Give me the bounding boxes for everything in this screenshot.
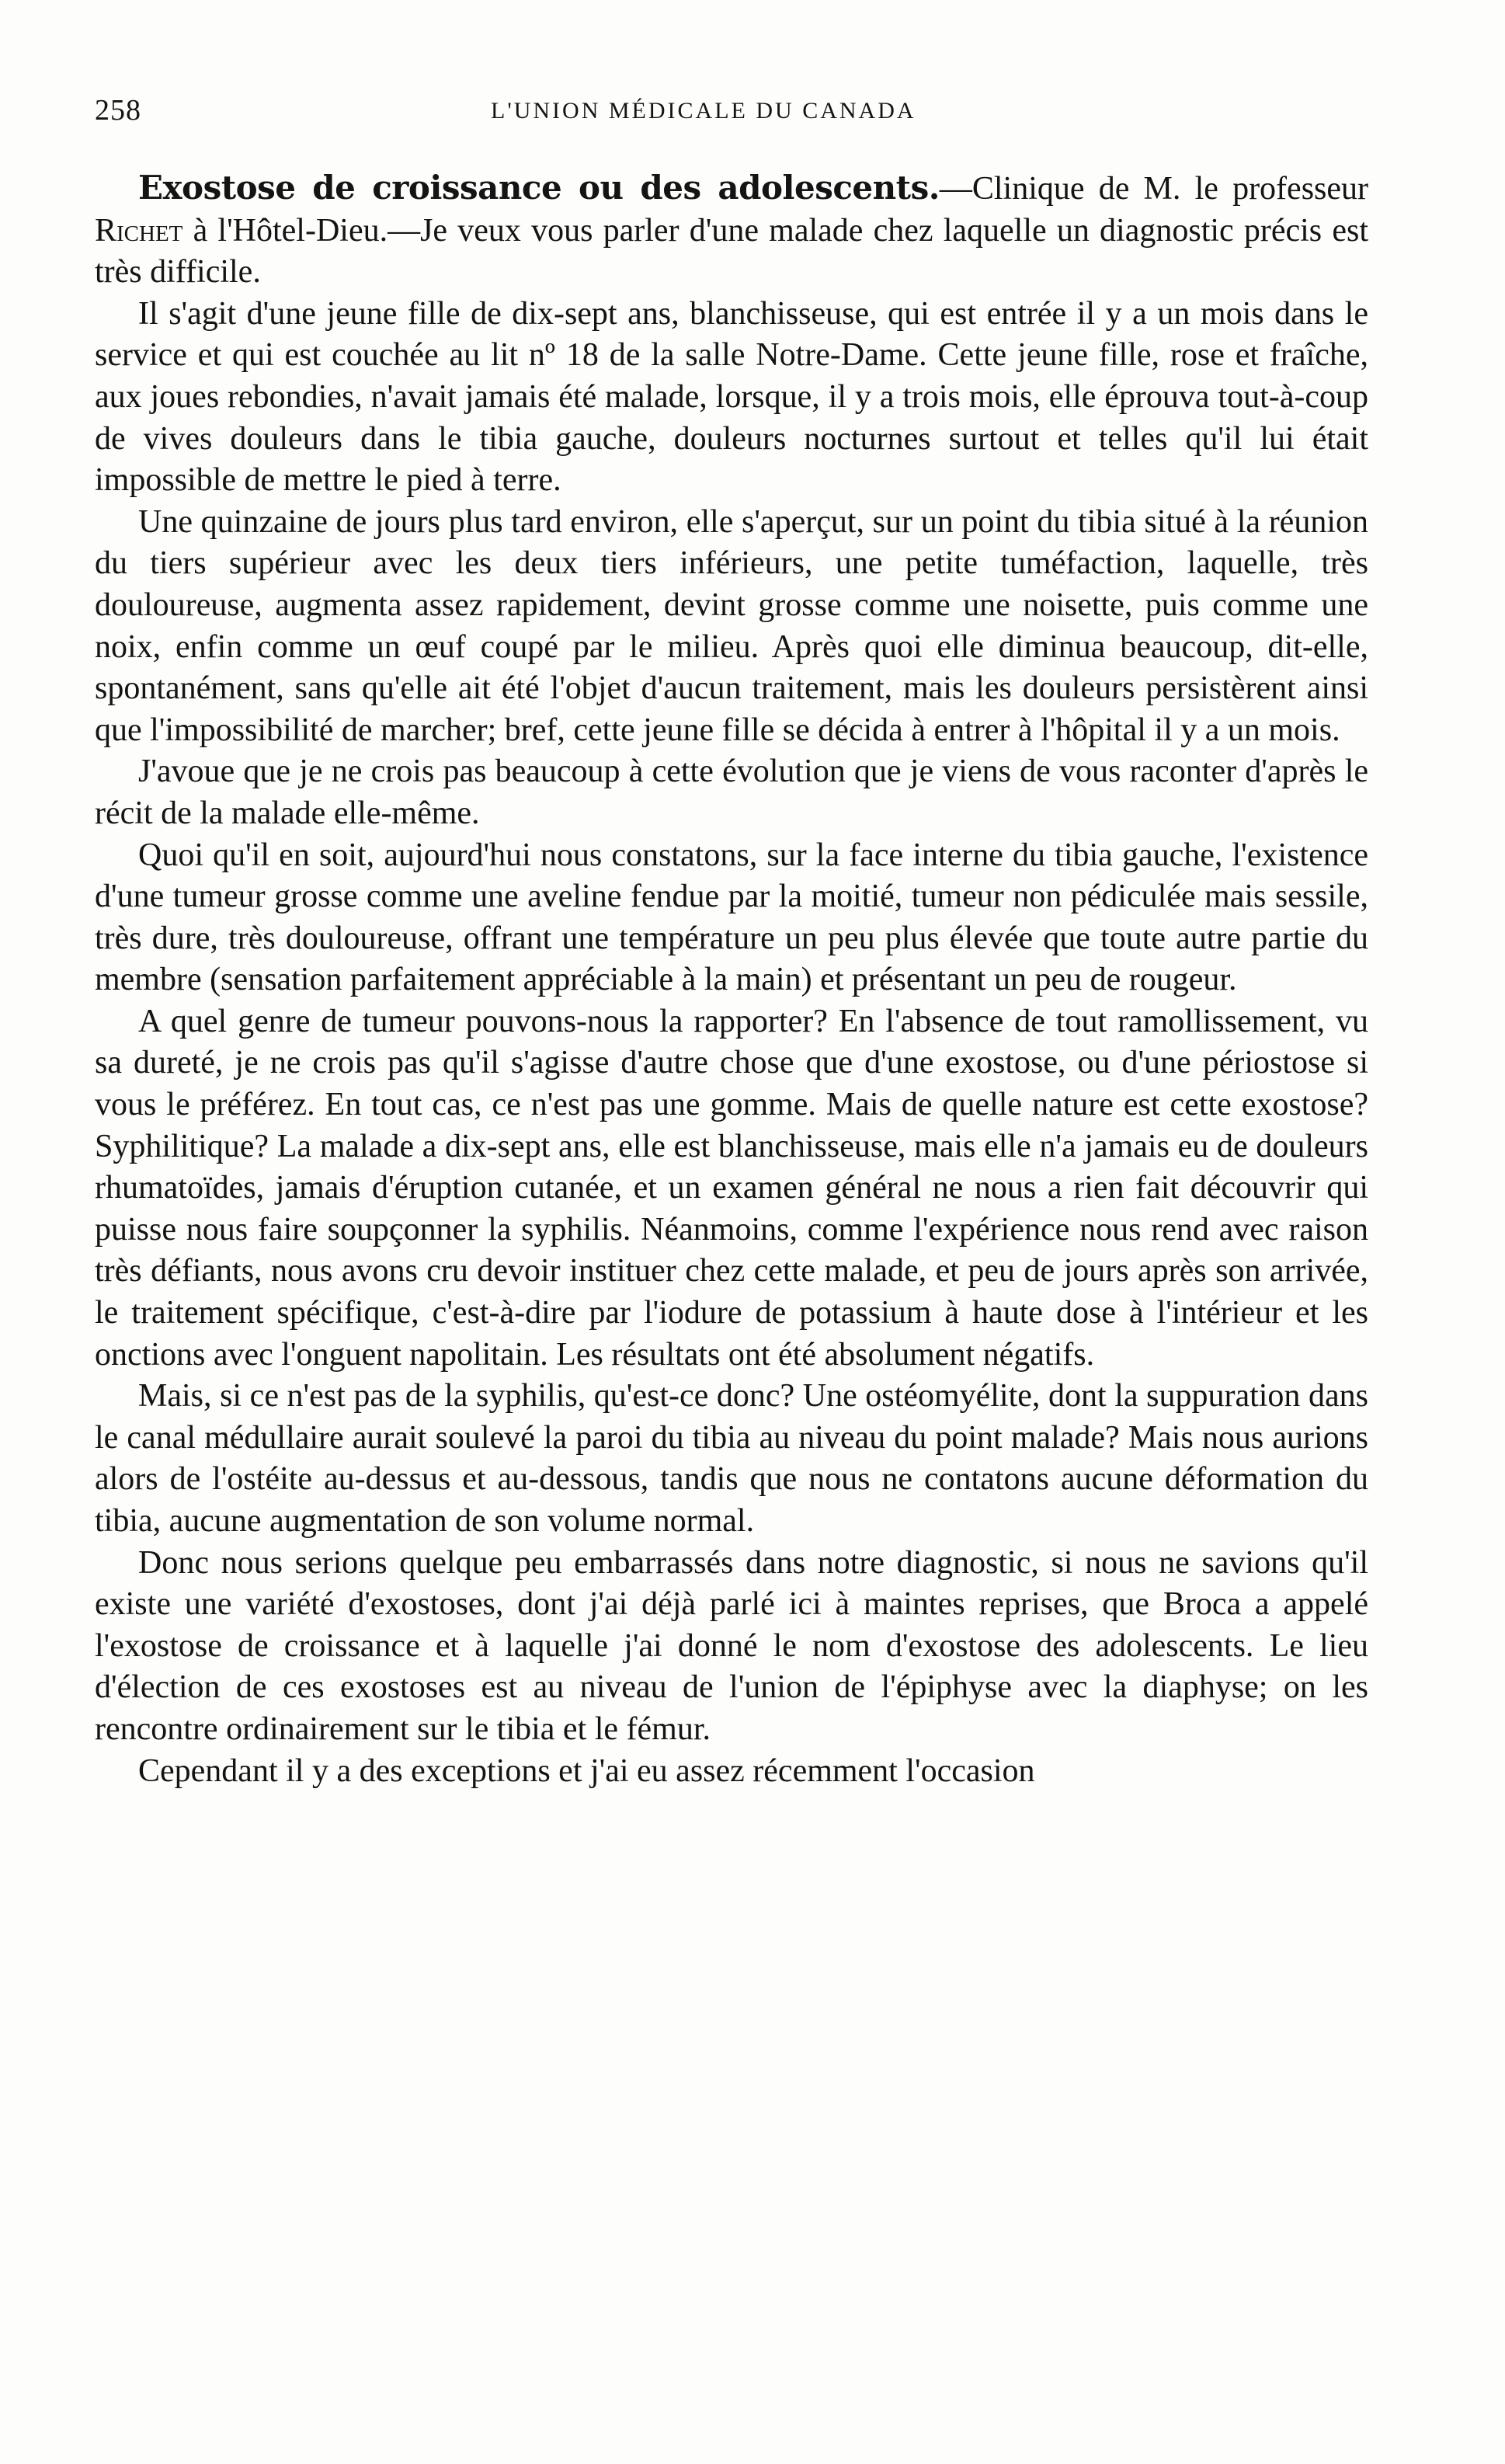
paragraph-5: A quel genre de tumeur pouvons-nous la rapporter? En l'absence de tout ramollissement, vu sa dureté, je ne crois pas qu'il s'agisse d'autre chose que d'une exostose, ou d'une périostose si vous le préférez. En tout cas, ce n'est pas une gomme. Mais de quelle nature est cette exostose? Syphilitique? La malade a dix-sept ans, elle est blanchisseuse, mais elle n'a jamais eu de douleurs rhumatoïdes, jamais d'éruption cutanée, et un examen général ne nous a rien fait découvrir qui puisse nous faire soupçonner la syphilis. Néanmoins, comme l'expérience nous rend avec raison très défiants, nous avons cru devoir instituer chez cette malade, et peu de jours après son arrivée, le traitement spécifique, c'est-à-dire par l'iodure de potassium à haute dose à l'intérieur et les onctions avec l'onguent napolitain. Les résultats ont été absolument négatifs.	[95, 1003, 1368, 1373]
article-title: Exostose de croissance ou des adolescents.	[138, 169, 940, 207]
paragraph-1: Il s'agit d'une jeune fille de dix-sept ans, blanchisseuse, qui est entrée il y a un mois dans le service et qui est couchée au lit nº 18 de la salle Notre-Dame. Cette jeune fille, rose et fraîche, aux joues rebondies, n'avait jamais été malade, lorsque, il y a trois mois, elle éprouva tout-à-coup de vives douleurs dans le tibia gauche, douleurs nocturnes surtout et telles qu'il lui était impossible de mettre le pied à terre.	[95, 295, 1368, 499]
professor-name: Richet	[95, 212, 183, 249]
paragraph-6: Mais, si ce n'est pas de la syphilis, qu'est-ce donc? Une ostéomyélite, dont la suppuration dans le canal médullaire aurait soulevé la paroi du tibia au niveau du point malade? Mais nous aurions alors de l'ostéite au-dessus et au-dessous, tandis que nous ne contatons aucune déformation du tibia, aucune augmentation de son volume normal.	[95, 1378, 1368, 1539]
intro-text-2: à l'Hôtel-Dieu.—Je veux vous parler d'une malade chez laquelle un diagnostic précis est très difficile.	[95, 212, 1368, 291]
paragraph-8: Cependant il y a des exceptions et j'ai eu assez récemment l'occasion	[138, 1752, 1035, 1789]
page-number: 258	[95, 94, 141, 127]
article-body	[95, 167, 1368, 1792]
page-header	[95, 93, 1368, 140]
paragraph-3: J'avoue que je ne crois pas beaucoup à cette évolution que je viens de vous raconter d'après le récit de la malade elle-même.	[95, 753, 1368, 831]
paragraph-2: Une quinzaine de jours plus tard environ, elle s'aperçut, sur un point du tibia situé à la réunion du tiers supérieur avec les deux tiers inférieurs, une petite tuméfaction, laquelle, très douloureuse, augmenta assez rapidement, devint grosse comme une noisette, puis comme une noix, enfin comme un œuf coupé par le milieu. Après quoi elle diminua beaucoup, dit-elle, spontanément, sans qu'elle ait été l'objet d'aucun traitement, mais les douleurs persistèrent ainsi que l'impossibilité de marcher; bref, cette jeune fille se décida à entrer à l'hôpital il y a un mois.	[95, 503, 1368, 748]
paragraph-4: Quoi qu'il en soit, aujourd'hui nous constatons, sur la face interne du tibia gauche, l'existence d'une tumeur grosse comme une aveline fendue par la moitié, tumeur non pédiculée mais sessile, très dure, très douloureuse, offrant une température un peu plus élevée que toute autre partie du membre (sensation parfaitement appréciable à la main) et présentant un peu de rougeur.	[95, 837, 1368, 998]
article-intro-paragraph	[95, 167, 1368, 294]
intro-text-1: —Clinique de M. le professeur	[939, 171, 1369, 207]
running-title: L'UNION MÉDICALE DU CANADA	[491, 98, 916, 124]
paragraph-7: Donc nous serions quelque peu embarrassés dans notre diagnostic, si nous ne savions qu'il existe une variété d'exostoses, dont j'ai déjà parlé ici à maintes reprises, que Broca a appelé l'exostose de croissance et à laquelle j'ai donné le nom d'exostose des adolescents. Le lieu d'élection de ces exostoses est au niveau de l'union de l'épiphyse avec la diaphyse; on les rencontre ordinairement sur le tibia et le fémur.	[95, 1544, 1368, 1747]
